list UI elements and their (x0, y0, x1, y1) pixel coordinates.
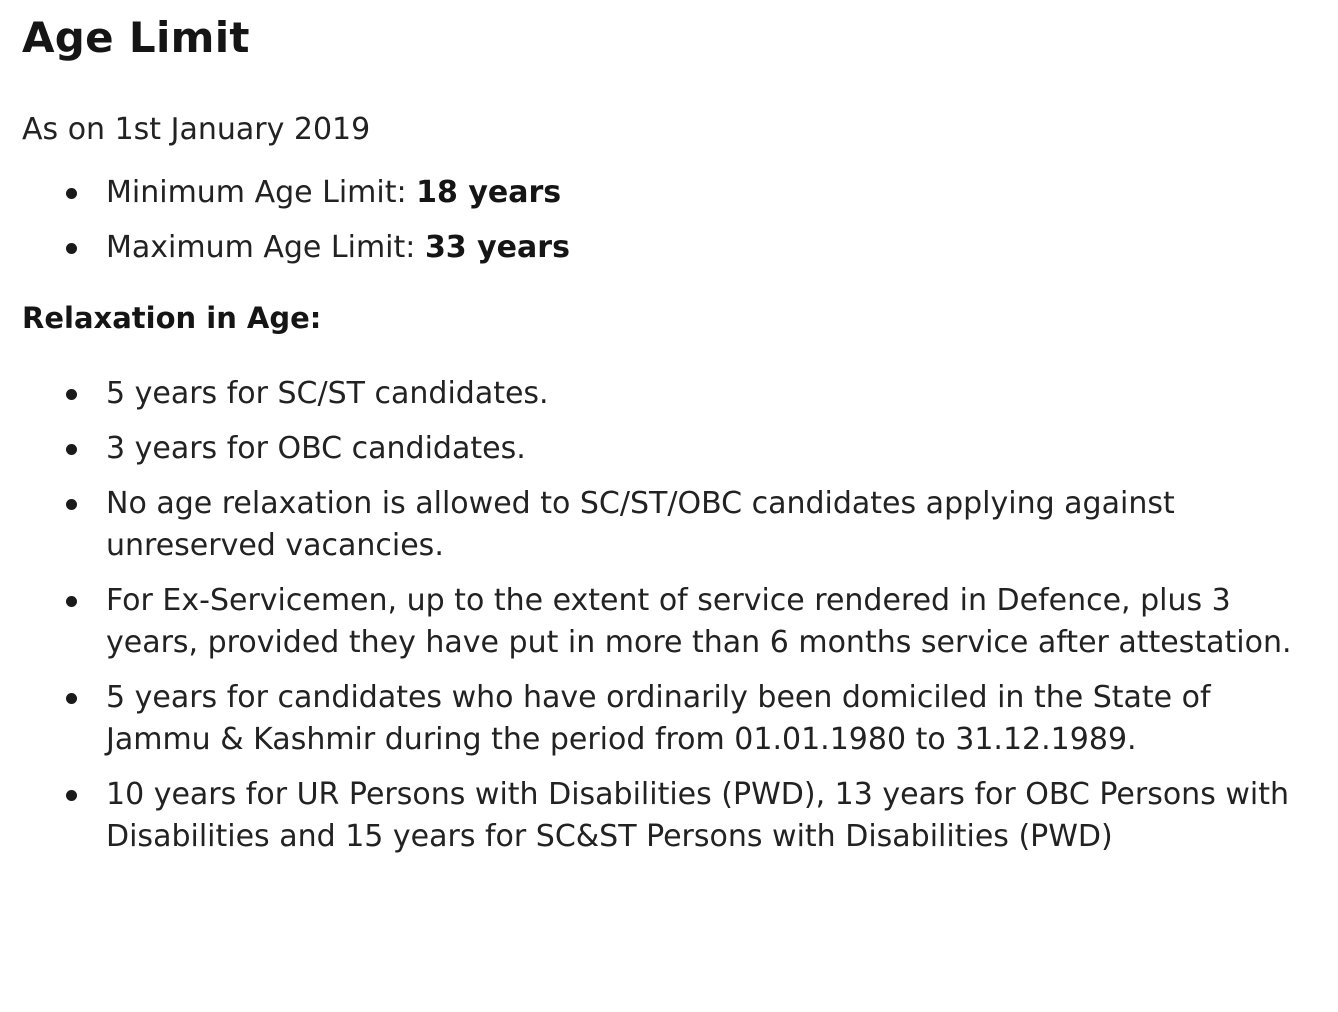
age-limit-list (22, 172, 1320, 269)
bullet-icon (66, 243, 77, 254)
relaxation-heading: Relaxation in Age: (22, 301, 322, 335)
as-on-date: As on 1st January 2019 (22, 112, 371, 147)
relaxation-item-text: No age relaxation is allowed to SC/ST/OBC candidates applying against unreserved vacancies. (106, 486, 1175, 563)
list-item (22, 483, 1320, 567)
relaxation-item-text: 5 years for SC/ST candidates. (106, 376, 549, 411)
relaxation-list (22, 373, 1320, 858)
list-item (22, 428, 1320, 470)
min-age-label: Minimum Age Limit: (106, 175, 417, 210)
list-item-min-age (22, 172, 1320, 214)
max-age-value: 33 years (424, 230, 570, 265)
list-item (22, 580, 1320, 664)
bullet-icon (66, 389, 77, 400)
relaxation-item-text: 5 years for candidates who have ordinarily been domiciled in the State of Jammu & Kashmir during the period from 01.01.1980 to 31.12.1989. (106, 680, 1211, 757)
bullet-icon (66, 444, 77, 455)
bullet-icon (66, 499, 77, 510)
bullet-icon (66, 188, 77, 199)
list-item (22, 373, 1320, 415)
relaxation-item-text: 3 years for OBC candidates. (106, 431, 526, 466)
max-age-label: Maximum Age Limit: (106, 230, 425, 265)
bullet-icon (66, 693, 77, 704)
list-item-max-age (22, 227, 1320, 269)
relaxation-item-text: 10 years for UR Persons with Disabilities (PWD), 13 years for OBC Persons with Disabilities and 15 years for SC&ST Persons with Disabilities (PWD) (106, 777, 1290, 854)
list-item (22, 677, 1320, 761)
list-item (22, 774, 1320, 858)
bullet-icon (66, 790, 77, 801)
bullet-icon (66, 596, 77, 607)
min-age-value: 18 years (416, 175, 562, 210)
relaxation-item-text: For Ex-Servicemen, up to the extent of service rendered in Defence, plus 3 years, provided they have put in more than 6 months service after attestation. (106, 583, 1292, 660)
page-title: Age Limit (22, 13, 250, 62)
